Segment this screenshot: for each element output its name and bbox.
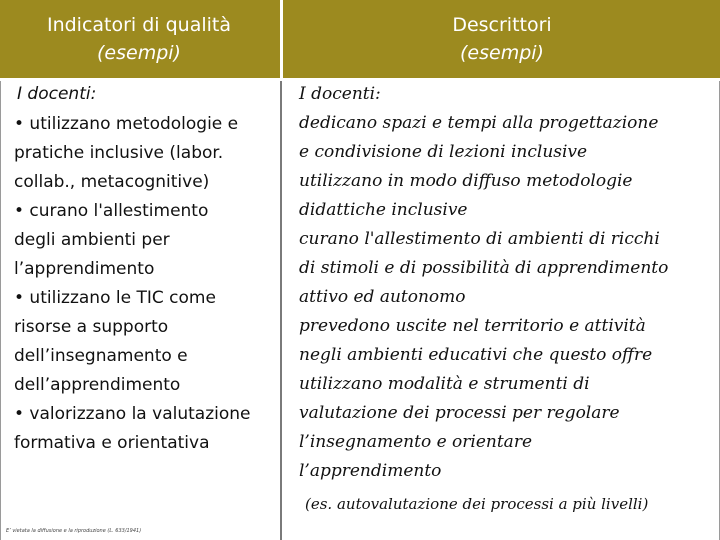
indicator-line: dell’insegnamento e	[14, 346, 188, 366]
header-indicators-title: Indicatori di qualità	[46, 14, 232, 36]
descriptor-line: negli ambienti educativi che questo offre	[299, 345, 653, 365]
descriptors-note: (es. autovalutazione dei processi a più livelli)	[305, 495, 649, 513]
descriptor-line: curano l'allestimento di ambienti di ricchi	[299, 229, 660, 249]
header-descriptors-title: Descrittori	[452, 14, 552, 36]
header-indicators	[0, 0, 278, 78]
header-descriptors	[284, 0, 720, 78]
indicator-item	[14, 110, 276, 197]
table-left-border	[0, 81, 1, 540]
descriptor-line: l’apprendimento	[299, 461, 442, 481]
indicators-heading: I docenti:	[17, 84, 97, 104]
indicator-line: • valorizzano la valutazione	[14, 404, 251, 424]
indicator-line: dell’apprendimento	[14, 375, 181, 395]
indicator-line: risorse a supporto	[14, 317, 169, 337]
indicator-line: • utilizzano metodologie e	[14, 114, 239, 134]
indicator-line: pratiche inclusive (labor.	[14, 143, 224, 163]
indicator-line: degli ambienti per	[14, 230, 170, 250]
header-indicators-subtitle: (esempi)	[97, 42, 181, 64]
indicator-line: l’apprendimento	[14, 259, 155, 279]
descriptors-heading: I docenti:	[299, 84, 381, 104]
descriptor-line: prevedono uscite nel territorio e attività	[299, 316, 646, 336]
indicators-column	[14, 80, 276, 458]
descriptor-line: utilizzano modalità e strumenti di	[299, 374, 590, 394]
indicator-line: • curano l'allestimento	[14, 201, 209, 221]
indicator-item	[14, 197, 276, 284]
indicator-item	[14, 284, 276, 400]
indicator-item	[14, 400, 276, 458]
header-descriptors-subtitle: (esempi)	[460, 42, 544, 64]
indicator-line: • utilizzano le TIC come	[14, 288, 216, 308]
descriptor-line: dedicano spazi e tempi alla progettazione	[299, 113, 659, 133]
descriptor-line: utilizzano in modo diffuso metodologie	[299, 171, 633, 191]
descriptor-line: e condivisione di lezioni inclusive	[299, 142, 588, 162]
column-divider	[280, 81, 282, 540]
copyright-footer: E’ vietata la diffusione e la riproduzione (L. 633/1941)	[6, 528, 142, 534]
indicator-line: formativa e orientativa	[14, 433, 210, 453]
descriptor-line: l’insegnamento e orientare	[299, 432, 533, 452]
descriptor-line: di stimoli e di possibilità di apprendimento	[299, 258, 669, 278]
descriptor-line: didattiche inclusive	[299, 200, 468, 220]
descriptor-line: valutazione dei processi per regolare	[299, 403, 620, 423]
table-header	[0, 0, 720, 78]
indicator-line: collab., metacognitive)	[14, 172, 210, 192]
descriptors-column	[290, 80, 718, 519]
descriptor-line: attivo ed autonomo	[299, 287, 466, 307]
header-divider	[280, 0, 283, 78]
